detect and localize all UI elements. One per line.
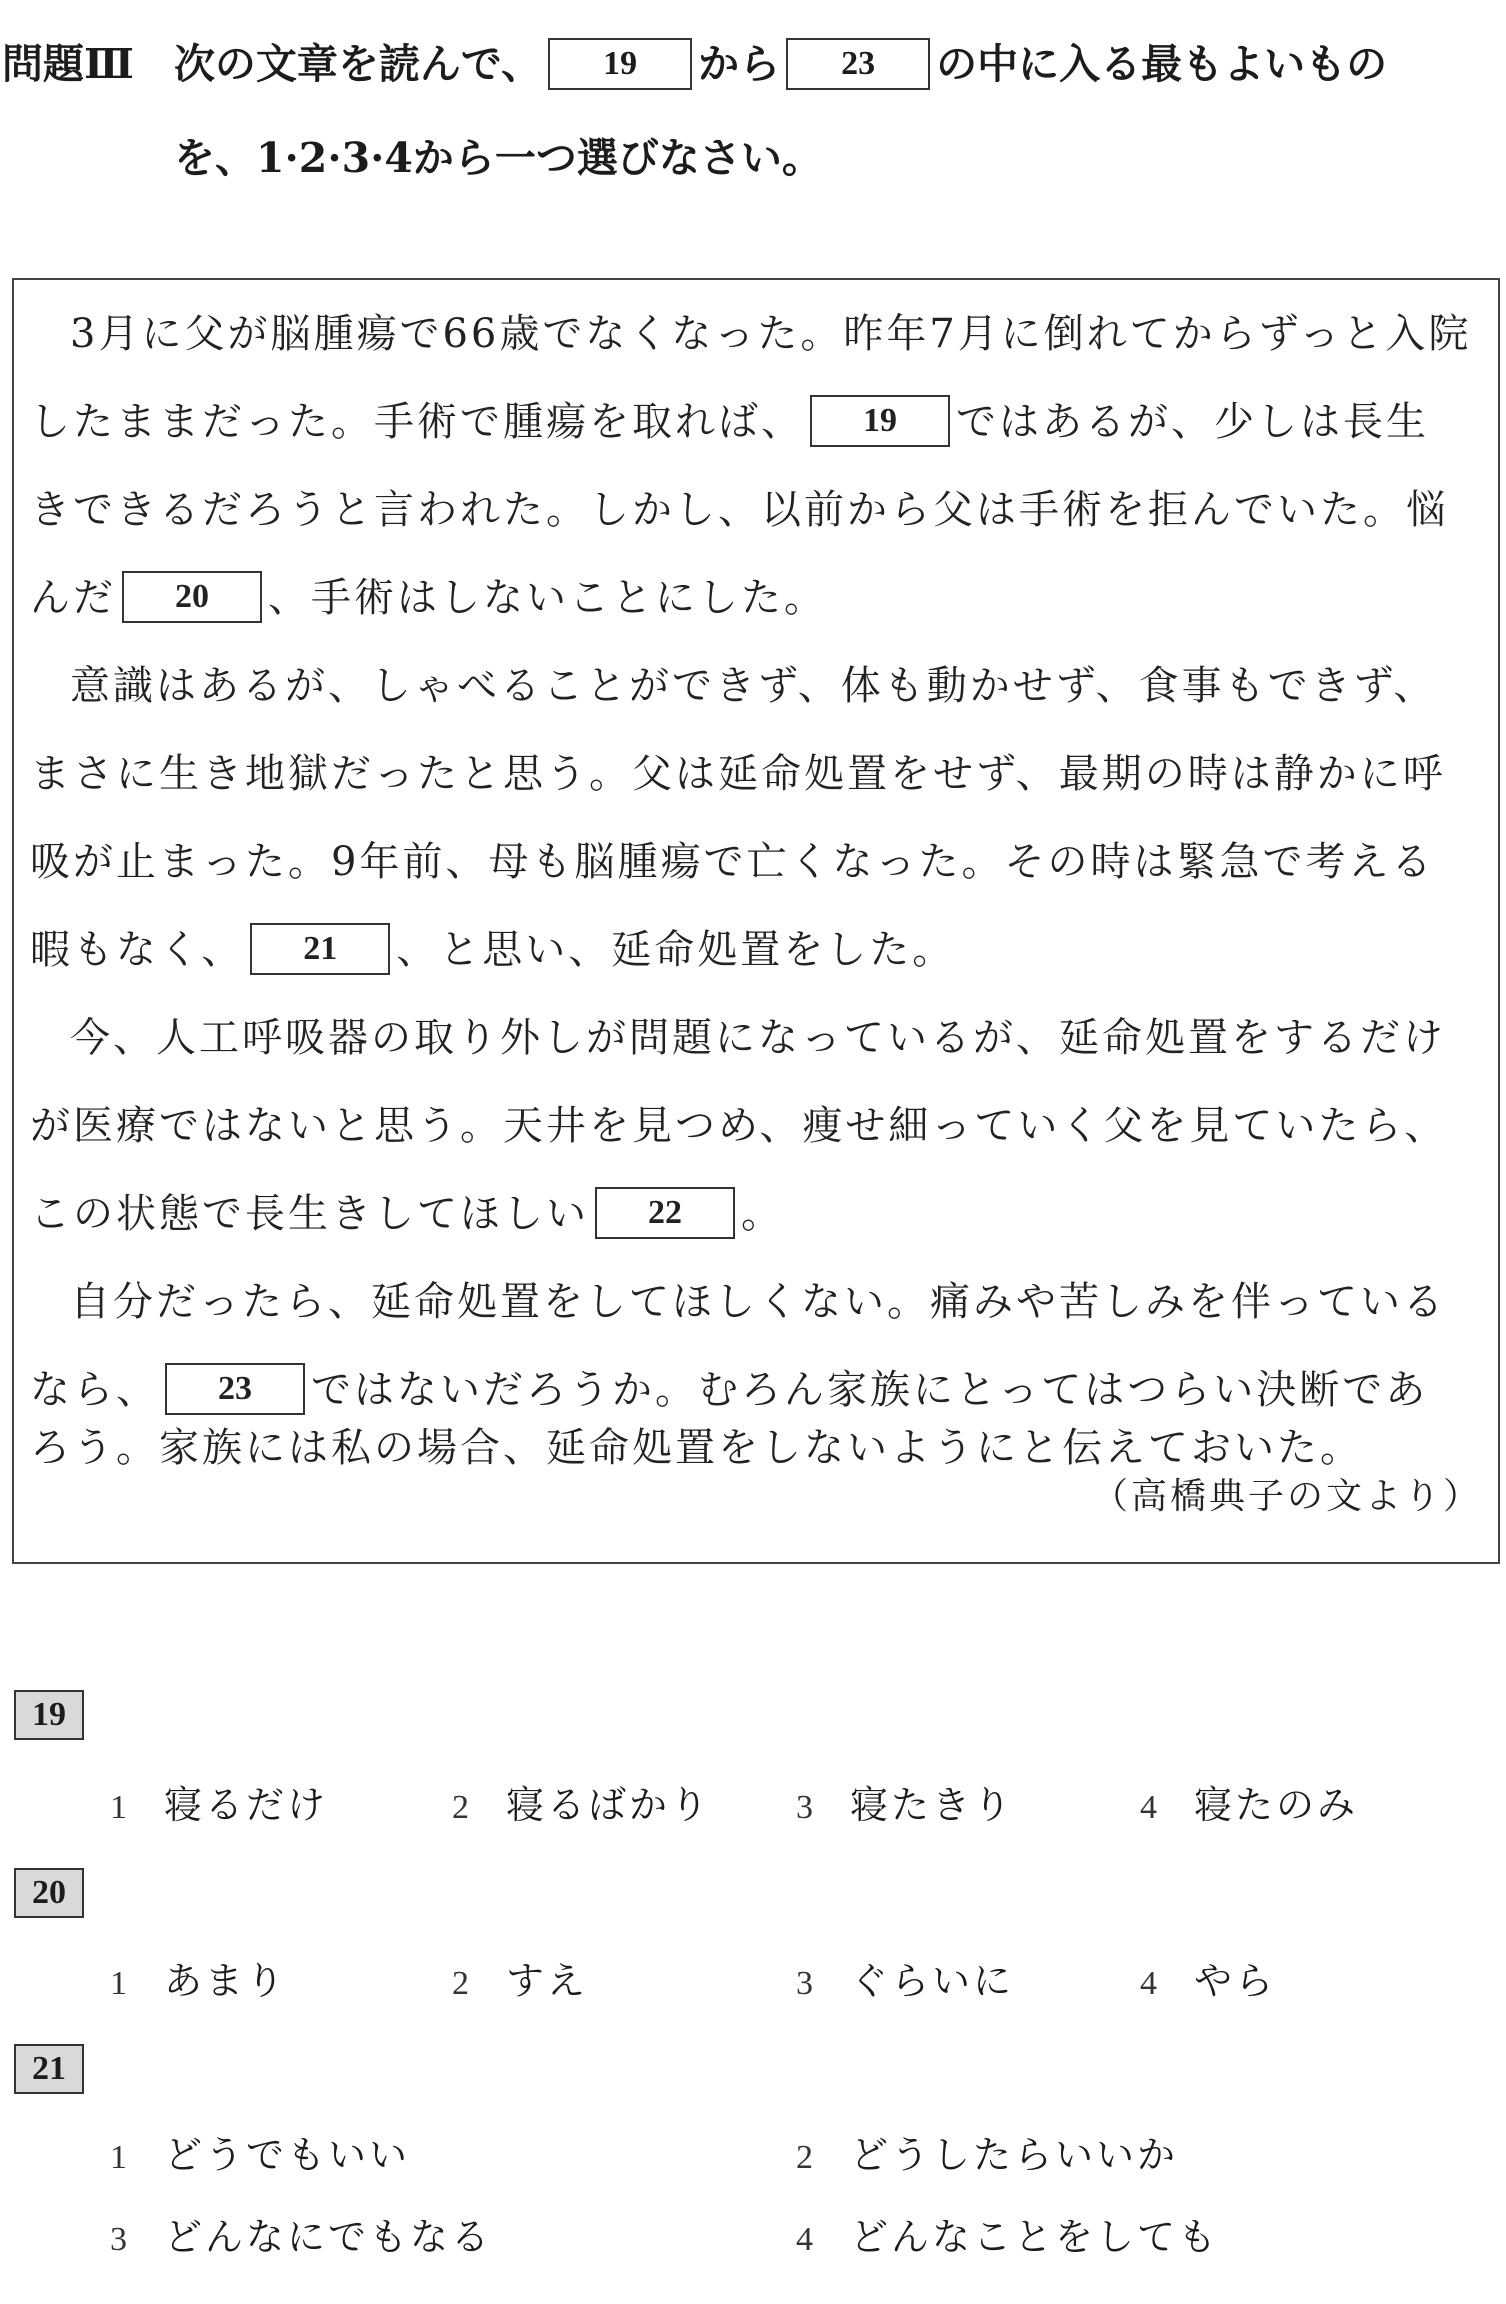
instruction-text-1: 次の文章を読んで、: [173, 40, 543, 88]
problem-number: 問題Ⅲ: [2, 40, 134, 88]
blank-range-end: 23: [786, 38, 930, 90]
question-label-19: 19: [14, 1690, 84, 1740]
blank-19: 19: [810, 395, 950, 447]
passage-line: 自分だったら、延命処置をしてほしくない。痛みや苦しみを伴っている: [70, 1279, 1446, 1325]
instruction-text-3: の中に入る最もよいもの: [936, 40, 1388, 88]
question-label-21: 21: [14, 2044, 84, 2094]
passage-line: 意識はあるが、しゃべることができず、体も動かせず、食事もできず、: [70, 663, 1437, 709]
option-19-4[interactable]: 4 寝たのみ: [1140, 1783, 1359, 1827]
passage-source: （高橋典子の文より）: [1091, 1476, 1482, 1517]
option-20-4[interactable]: 4 やら: [1140, 1959, 1277, 2003]
option-20-1[interactable]: 1 あまり: [110, 1959, 288, 2003]
passage-line: まさに生き地獄だったと思う。父は延命処置をせず、最期の時は静かに呼: [30, 751, 1446, 797]
blank-range-start: 19: [548, 38, 692, 90]
option-20-2[interactable]: 2 すえ: [452, 1959, 589, 2003]
blank-23: 23: [165, 1363, 305, 1415]
blank-20: 20: [122, 571, 262, 623]
passage-line: 今、人工呼吸器の取り外しが問題になっているが、延命処置をするだけ: [70, 1015, 1446, 1061]
blank-21: 21: [250, 923, 390, 975]
option-21-4[interactable]: 4 どんなことをしても: [796, 2215, 1220, 2259]
passage-line: この状態で長生きしてほしい 22 。: [30, 1184, 784, 1244]
instruction-line-1: [2, 24, 1387, 104]
passage-line: んだ 20 、手術はしないことにした。: [30, 568, 827, 628]
passage-line: したままだった。手術で腫瘍を取れば、 19 ではあるが、少しは長生: [30, 392, 1429, 452]
passage-line: 吸が止まった。9年前、母も脳腫瘍で亡くなった。その時は緊急で考える: [30, 839, 1435, 885]
option-21-1[interactable]: 1 どうでもいい: [110, 2133, 411, 2177]
option-19-1[interactable]: 1 寝るだけ: [110, 1783, 329, 1827]
option-19-2[interactable]: 2 寝るばかり: [452, 1783, 712, 1827]
option-20-3[interactable]: 3 ぐらいに: [796, 1959, 1015, 2003]
instruction-text-2: から: [698, 40, 781, 88]
question-label-20: 20: [14, 1868, 84, 1918]
passage-line: なら、 23 ではないだろうか。むろん家族にとってはつらい決断であ: [30, 1360, 1428, 1420]
passage-line: が医療ではないと思う。天井を見つめ、痩せ細っていく父を見ていたら、: [30, 1103, 1448, 1149]
passage-line: ろう。家族には私の場合、延命処置をしないようにと伝えておいた。: [30, 1425, 1363, 1471]
option-21-2[interactable]: 2 どうしたらいいか: [796, 2133, 1179, 2177]
blank-22: 22: [595, 1187, 735, 1239]
passage-line: きできるだろうと言われた。しかし、以前から父は手術を拒んでいた。悩: [30, 487, 1449, 533]
passage-line: 暇もなく、 21 、と思い、延命処置をした。: [30, 920, 955, 980]
option-19-3[interactable]: 3 寝たきり: [796, 1783, 1015, 1827]
reading-passage: [12, 278, 1500, 1564]
option-21-3[interactable]: 3 どんなにでもなる: [110, 2215, 493, 2259]
instruction-line-2: を、1·2·3·4から一つ選びなさい。: [174, 134, 823, 182]
passage-line: 3月に父が脳腫瘍で66歳でなくなった。昨年7月に倒れてからずっと入院: [70, 311, 1472, 357]
